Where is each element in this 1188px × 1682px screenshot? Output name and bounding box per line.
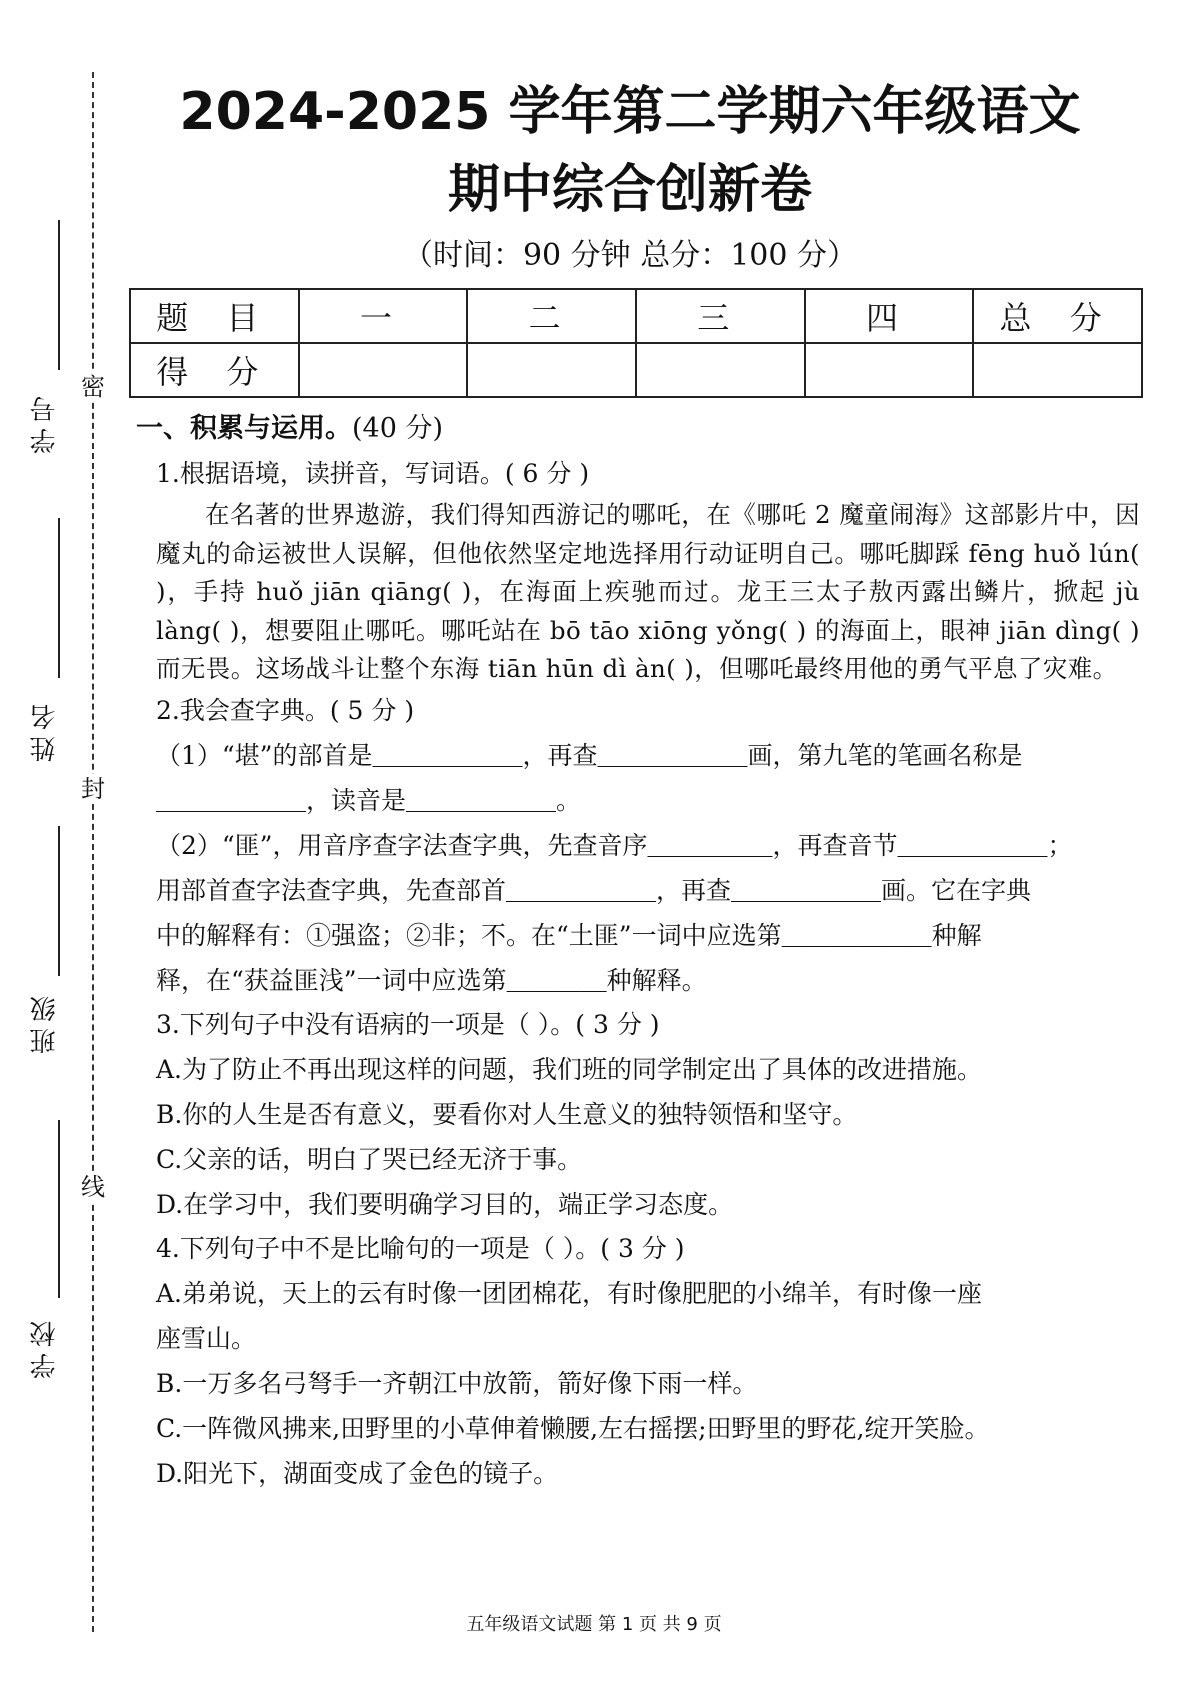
seal-char-xian: 线	[81, 1173, 105, 1201]
exam-content	[136, 406, 1140, 1496]
seal-char-mi: 密	[81, 373, 105, 401]
name-label: 姓名	[30, 698, 60, 762]
question-4-option-c: C.一阵微风拂来,田野里的小草伸着懒腰,左右摇摆;田野里的野花,绽开笑脸。	[156, 1413, 990, 1443]
question-3-stem: 3.下列句子中没有语病的一项是（ ）。( 3 分 )	[156, 1009, 660, 1039]
exam-subtitle: （时间：90 分钟 总分：100 分）	[402, 238, 858, 273]
question-3-option-c: C.父亲的话，明白了哭已经无济于事。	[156, 1144, 583, 1174]
section-one-title	[136, 406, 1140, 452]
question-2-part1-line2: ＿＿＿＿＿＿，读音是＿＿＿＿＿＿。	[156, 785, 582, 815]
score-table-header-cell: 三	[636, 289, 805, 343]
score-cell[interactable]	[636, 343, 805, 397]
section-one-heading: 一、积累与运用。	[136, 413, 352, 444]
question-2-part1-line1: （1）“堪”的部首是＿＿＿＿＿＿，再查＿＿＿＿＿＿画，第九笔的笔画名称是	[156, 740, 1023, 770]
score-cell[interactable]	[973, 343, 1142, 397]
question-1-stem: 1.根据语境，读拼音，写词语。( 6 分 )	[156, 459, 590, 488]
score-table-header-row	[130, 289, 1142, 343]
score-table-header-cell: 二	[467, 289, 636, 343]
score-table-score-row	[130, 343, 1142, 397]
question-2-part2-line4: 释，在“获益匪浅”一词中应选第＿＿＿＿种解释。	[156, 965, 707, 995]
class-line	[58, 826, 60, 976]
question-3-option-d: D.在学习中，我们要明确学习目的，端正学习态度。	[156, 1189, 734, 1219]
class-label: 班级	[30, 990, 60, 1054]
score-cell[interactable]	[805, 343, 974, 397]
question-4-option-d: D.阳光下，湖面变成了金色的镜子。	[156, 1458, 559, 1488]
question-4-option-a-line1: A.弟弟说，天上的云有时像一团团棉花，有时像肥肥的小绵羊，有时像一座	[156, 1278, 983, 1308]
question-4-option-b: B.一万多名弓弩手一齐朝江中放箭，箭好像下雨一样。	[156, 1368, 758, 1398]
school-line	[58, 1120, 60, 1298]
question-3-option-b: B.你的人生是否有意义，要看你对人生意义的独特领悟和坚守。	[156, 1099, 858, 1129]
question-2-part2-line1: （2）“匪”，用音序查字法查字典，先查音序＿＿＿＿＿，再查音节＿＿＿＿＿＿；	[156, 830, 1073, 860]
score-table-header-cell: 四	[805, 289, 974, 343]
binding-dashed-line	[92, 72, 94, 1632]
name-line	[58, 518, 60, 678]
student-id-label: 学号	[30, 390, 60, 454]
score-cell[interactable]	[299, 343, 468, 397]
question-4-option-a-line2: 座雪山。	[156, 1323, 257, 1353]
question-4-stem: 4.下列句子中不是比喻句的一项是（ ）。( 3 分 )	[156, 1233, 685, 1263]
seal-char-feng: 封	[81, 775, 105, 803]
score-row-label: 得 分	[130, 343, 299, 397]
question-2-part2-line3: 中的解释有：①强盗；②非；不。在“土匪”一词中应选第＿＿＿＿＿＿种解	[156, 920, 982, 950]
score-table-header-cell: 题 目	[130, 289, 299, 343]
score-table-header-cell: 一	[299, 289, 468, 343]
score-table-header-cell: 总 分	[973, 289, 1142, 343]
exam-title-line1: 2024-2025 学年第二学期六年级语文	[179, 82, 1081, 142]
question-2-stem: 2.我会查字典。( 5 分 )	[156, 695, 415, 725]
score-table	[129, 288, 1143, 398]
student-id-line	[58, 220, 60, 370]
question-1-passage: 在名著的世界遨游，我们得知西游记的哪吒，在《哪吒 2 魔童闹海》这部影片中，因魔丸的命运被世人误解，但他依然坚定地选择用行动证明自己。哪吒脚踩 fēng huǒ lún( )，手持 huǒ jiān qiāng( )，在海面上疾驰而过。龙王三太子敖丙露出鳞片，掀起 jù làng( )，想要阻止哪吒。哪吒站在 bō tāo xiōng yǒng( ) 的海面上，眼神 jiān dìng( )而无畏。这场战斗让整个东海 tiān hūn dì àn( )，但哪吒最终用他的勇气平息了灾难。	[156, 500, 1140, 683]
score-cell[interactable]	[467, 343, 636, 397]
section-one-points: (40 分)	[352, 413, 444, 444]
question-2-part2-line2: 用部首查字法查字典，先查部首＿＿＿＿＿＿，再查＿＿＿＿＿＿画。它在字典	[156, 875, 1032, 905]
question-3-option-a: A.为了防止不再出现这样的问题，我们班的同学制定出了具体的改进措施。	[156, 1054, 983, 1084]
school-label: 学校	[30, 1315, 60, 1379]
page-footer: 五年级语文试题 第 1 页 共 9 页	[466, 1614, 722, 1635]
exam-title-line2: 期中综合创新卷	[447, 160, 812, 220]
